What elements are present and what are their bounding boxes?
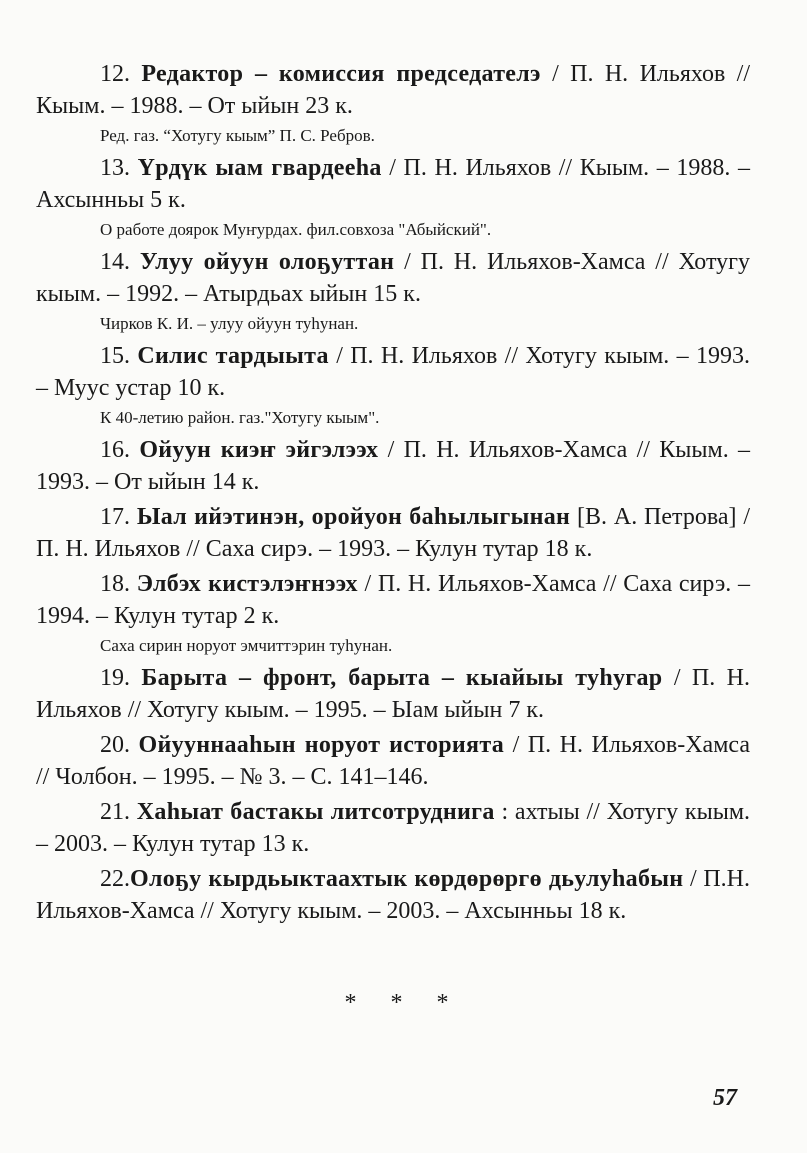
entry-number: 22. [100,866,130,892]
entry-note: Чирков К. И. – улуу ойуун туһунан. [100,314,359,333]
entry-number: 15. [100,343,130,369]
entry-number: 17. [100,504,130,530]
entry-title: Хаһыат бастакы литсотруднига [136,799,495,825]
entry-note: О работе доярок Муҥурдах. фил.совхоза "Абыйский". [100,220,492,239]
entry-note: Саха сирин норуот эмчиттэрин туһунан. [100,636,393,655]
bibliography-entry-12 [36,58,750,148]
entry-text [36,501,750,565]
entry-details: / П. Н. Ильяхов-Хамса // Чолбон. – 1995. – № 3. – С. 141–146. [36,732,750,790]
entry-title: Барыта – фронт, барыта – кыайыы туһугар [141,665,663,691]
bibliography-entry-17 [36,501,750,565]
entry-details: / П. Н. Ильяхов // Кыым. – 1988. – Ахсынньы 5 к. [36,155,750,213]
entry-text [36,863,750,927]
bibliography-list [36,58,750,930]
bibliography-entry-16 [36,434,750,498]
entry-text [36,246,750,310]
entry-text [36,662,750,726]
entry-title: Редактор – комиссия председателэ [141,61,541,87]
entry-number: 20. [100,732,130,758]
bibliography-entry-22 [36,863,750,927]
page-number: 57 [713,1085,737,1111]
entry-title: Үрдүк ыам гвардееһа [137,155,382,181]
entry-number: 19. [100,665,130,691]
entry-text [36,58,750,122]
bibliography-entry-21 [36,796,750,860]
bibliography-entry-14 [36,246,750,336]
section-separator: * * * [344,990,463,1016]
entry-title: Олоҕу кырдьыктаахтык көрдөрөргө дьулуһабын [130,866,684,892]
entry-number: 18. [100,571,130,597]
entry-details: / П. Н. Ильяхов-Хамса // Кыым. – 1993. – От ыйын 14 к. [36,437,751,495]
entry-details: / П.Н. Ильяхов-Хамса // Хотугу кыым. – 2003. – Ахсынньы 18 к. [36,866,750,924]
bibliography-entry-13 [36,152,750,242]
entry-details: / П. Н. Ильяхов // Хотугу кыым. – 1995. – Ыам ыйын 7 к. [36,665,750,723]
entry-title: Элбэх кистэлэҥнээх [136,571,358,597]
entry-title: Улуу ойуун олоҕуттан [139,249,395,275]
entry-text [36,152,750,216]
entry-text [36,729,750,793]
entry-title: Ойуун киэҥ эйгэлээх [139,437,379,463]
entry-text [36,340,750,404]
entry-note: К 40-летию район. газ."Хотугу кыым". [100,408,380,427]
entry-number: 16. [100,437,130,463]
entry-number: 12. [100,61,130,87]
entry-details: : ахтыы // Хотугу кыым. – 2003. – Кулун тутар 13 к. [36,799,751,857]
entry-details: [В. А. Петрова] / П. Н. Ильяхов // Саха сирэ. – 1993. – Кулун тутар 18 к. [36,504,750,562]
entry-title: Силис тардыыта [137,343,329,369]
entry-text [36,568,750,632]
bibliography-entry-20 [36,729,750,793]
entry-note: Ред. газ. “Хотугу кыым” П. С. Ребров. [100,126,375,145]
entry-number: 21. [100,799,130,825]
bibliography-entry-18 [36,568,750,658]
entry-details: / П. Н. Ильяхов // Хотугу кыым. – 1993. – Муус устар 10 к. [36,343,751,401]
entry-number: 13. [100,155,130,181]
bibliography-entry-15 [36,340,750,430]
entry-title: Ыал ийэтинэн, оройуон баһылыгынан [136,504,571,530]
entry-text [36,434,750,498]
entry-text [36,796,750,860]
entry-number: 14. [100,249,130,275]
entry-details: / П. Н. Ильяхов-Хамса // Хотугу кыым. – 1992. – Атырдьах ыйын 15 к. [36,249,750,307]
entry-details: / П. Н. Ильяхов // Кыым. – 1988. – От ыйын 23 к. [36,61,751,119]
entry-title: Ойууннааһын норуот историята [138,732,505,758]
bibliography-entry-19 [36,662,750,726]
entry-details: / П. Н. Ильяхов-Хамса // Саха сирэ. – 1994. – Кулун тутар 2 к. [36,571,751,629]
